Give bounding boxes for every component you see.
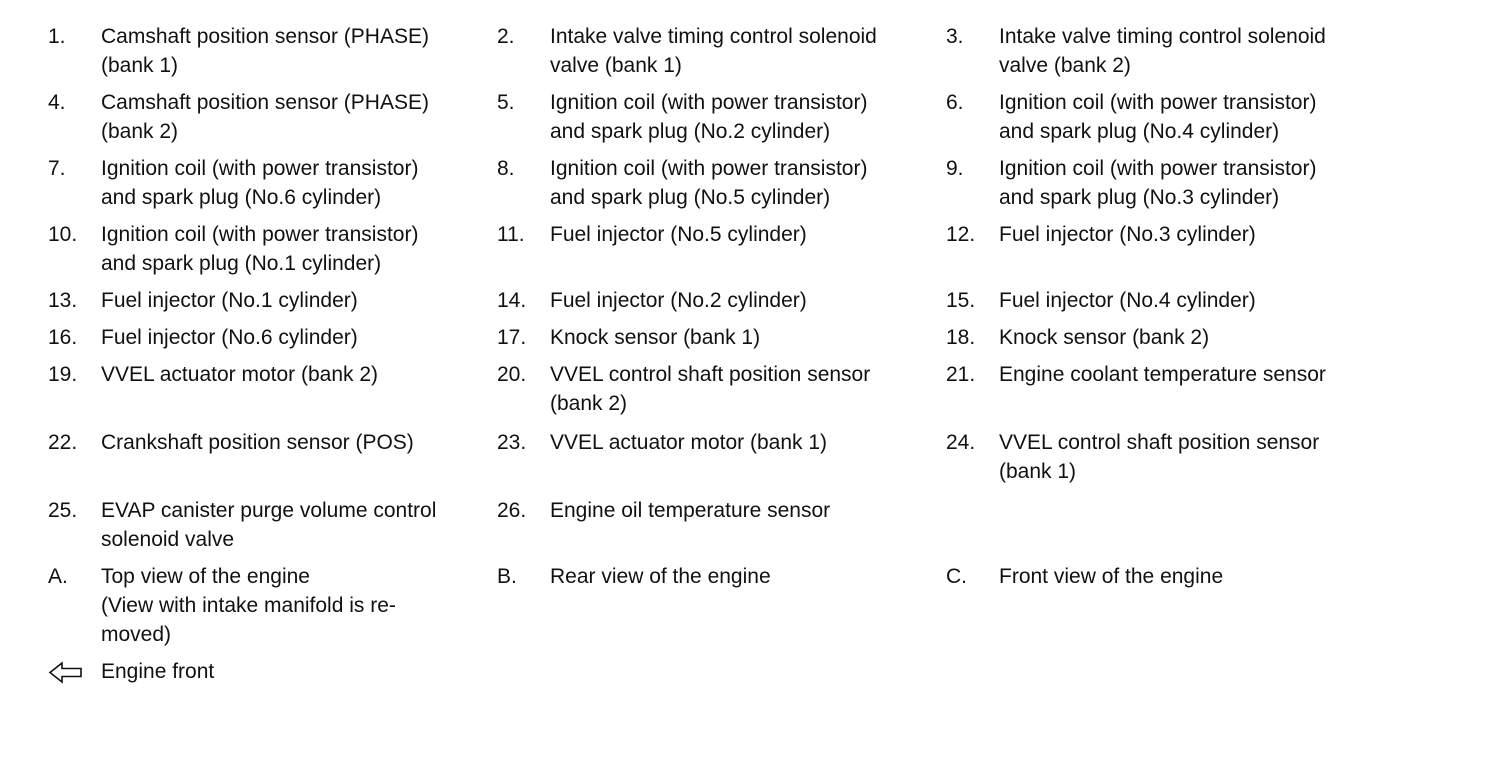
legend-entry-label: VVEL actuator motor (bank 1) (550, 431, 828, 454)
legend-entry-label: Ignition coil (with power transistor) and spark plug (No.2 cylinder) (550, 91, 868, 143)
legend-entry-number: 21. (946, 363, 976, 386)
legend-entry-number: 25. (48, 499, 78, 522)
legend-entry-number: 26. (497, 499, 527, 522)
legend-entry (497, 360, 946, 418)
legend-entry-number: 22. (48, 431, 78, 454)
legend-entry-label: Intake valve timing control solenoid valve (bank 2) (999, 25, 1326, 77)
legend-entry (497, 220, 946, 278)
legend-entry-label (999, 496, 1439, 554)
legend-entry (497, 562, 946, 649)
legend-entry-number: 18. (946, 326, 976, 349)
legend-entry-number: 14. (497, 289, 527, 312)
legend-entry-number (946, 496, 999, 554)
legend-entry (497, 22, 946, 80)
engine-front-arrow (48, 657, 101, 687)
legend-entry (497, 154, 946, 212)
legend-row (48, 154, 1468, 212)
legend-entry (48, 22, 497, 80)
legend-row (48, 88, 1468, 146)
legend-entry (946, 562, 1466, 649)
legend-entry (497, 286, 946, 315)
legend-rows (48, 22, 1468, 649)
engine-front-label: Engine front (101, 660, 215, 683)
legend-entry (48, 496, 497, 554)
legend-entry-engine-front (48, 657, 568, 687)
legend-entry (946, 286, 1466, 315)
legend-entry-number: 6. (946, 91, 964, 114)
legend-entry-number: 7. (48, 157, 66, 180)
legend-entry-label: Fuel injector (No.3 cylinder) (999, 223, 1256, 246)
legend-entry (946, 154, 1466, 212)
legend-row (48, 360, 1468, 418)
legend-entry-number: 8. (497, 157, 515, 180)
legend-entry-label: VVEL actuator motor (bank 2) (101, 363, 379, 386)
legend-entry-number: 4. (48, 91, 66, 114)
legend-row (48, 22, 1468, 80)
legend-entry-number: 20. (497, 363, 527, 386)
legend-entry-label: Intake valve timing control solenoid valve (bank 1) (550, 25, 877, 77)
legend-entry-label: Knock sensor (bank 1) (550, 326, 761, 349)
legend-entry-label: Ignition coil (with power transistor) and spark plug (No.5 cylinder) (550, 157, 868, 209)
legend-row (48, 496, 1468, 554)
legend-entry-number: 16. (48, 326, 78, 349)
legend-entry (48, 360, 497, 418)
legend-entry-label: Fuel injector (No.1 cylinder) (101, 289, 358, 312)
legend-entry (48, 154, 497, 212)
legend-row (48, 220, 1468, 278)
legend-entry-label: Ignition coil (with power transistor) and spark plug (No.4 cylinder) (999, 91, 1317, 143)
legend-entry-label: EVAP canister purge volume control solenoid valve (101, 499, 437, 551)
legend-entry-number: 23. (497, 431, 527, 454)
legend-entry-label: Fuel injector (No.2 cylinder) (550, 289, 807, 312)
legend-entry (497, 88, 946, 146)
legend-entry-number: 13. (48, 289, 78, 312)
legend-entry (48, 428, 497, 486)
legend-entry-label: Crankshaft position sensor (POS) (101, 431, 414, 454)
legend-entry (946, 428, 1466, 486)
legend-entry (946, 88, 1466, 146)
legend-entry-label: Top view of the engine (View with intake manifold is re- moved) (101, 565, 396, 646)
legend-entry-number: B. (497, 565, 517, 588)
legend-row (48, 562, 1468, 649)
legend-entry (48, 286, 497, 315)
legend-entry (497, 496, 946, 554)
legend-entry-label: Front view of the engine (999, 565, 1224, 588)
legend-entry-number: A. (48, 565, 68, 588)
legend-entry-label: Fuel injector (No.5 cylinder) (550, 223, 807, 246)
legend-entry-number: 11. (497, 223, 525, 246)
legend-entry-number: 19. (48, 363, 78, 386)
legend-entry-number: 5. (497, 91, 515, 114)
legend-entry (48, 220, 497, 278)
legend-entry-label: Rear view of the engine (550, 565, 771, 588)
legend-entry-number: 15. (946, 289, 976, 312)
component-legend (48, 22, 1468, 695)
legend-entry-label: Engine coolant temperature sensor (999, 363, 1326, 386)
legend-entry (48, 562, 497, 649)
legend-row (48, 323, 1468, 352)
legend-row-engine-front (48, 657, 1468, 687)
legend-entry (48, 323, 497, 352)
legend-entry-label: Fuel injector (No.6 cylinder) (101, 326, 358, 349)
legend-entry (497, 323, 946, 352)
legend-entry-label: VVEL control shaft position sensor (bank 2) (550, 363, 871, 415)
legend-entry-number: 24. (946, 431, 976, 454)
legend-entry (946, 220, 1466, 278)
legend-entry-number: 2. (497, 25, 515, 48)
legend-entry-number: C. (946, 565, 967, 588)
legend-entry-label: Engine oil temperature sensor (550, 499, 831, 522)
legend-entry (946, 323, 1466, 352)
legend-entry-label: Ignition coil (with power transistor) and spark plug (No.6 cylinder) (101, 157, 419, 209)
legend-entry-label: VVEL control shaft position sensor (bank 1) (999, 431, 1320, 483)
legend-entry-label: Camshaft position sensor (PHASE) (bank 1) (101, 25, 429, 77)
legend-entry-number: 12. (946, 223, 976, 246)
legend-entry-label: Knock sensor (bank 2) (999, 326, 1210, 349)
legend-entry (946, 360, 1466, 418)
legend-entry-label: Fuel injector (No.4 cylinder) (999, 289, 1256, 312)
legend-entry (946, 496, 1466, 554)
legend-entry-label: Ignition coil (with power transistor) and spark plug (No.1 cylinder) (101, 223, 419, 275)
hollow-left-arrow-icon (48, 658, 84, 687)
legend-entry-number: 1. (48, 25, 66, 48)
legend-row (48, 286, 1468, 315)
legend-entry (497, 428, 946, 486)
legend-entry-number: 9. (946, 157, 964, 180)
legend-entry-number: 17. (497, 326, 527, 349)
legend-row (48, 428, 1468, 486)
legend-entry-label: Ignition coil (with power transistor) and spark plug (No.3 cylinder) (999, 157, 1317, 209)
legend-entry (48, 88, 497, 146)
legend-entry-number: 3. (946, 25, 964, 48)
legend-entry-label: Camshaft position sensor (PHASE) (bank 2) (101, 91, 429, 143)
legend-entry (946, 22, 1466, 80)
legend-entry-number: 10. (48, 223, 78, 246)
